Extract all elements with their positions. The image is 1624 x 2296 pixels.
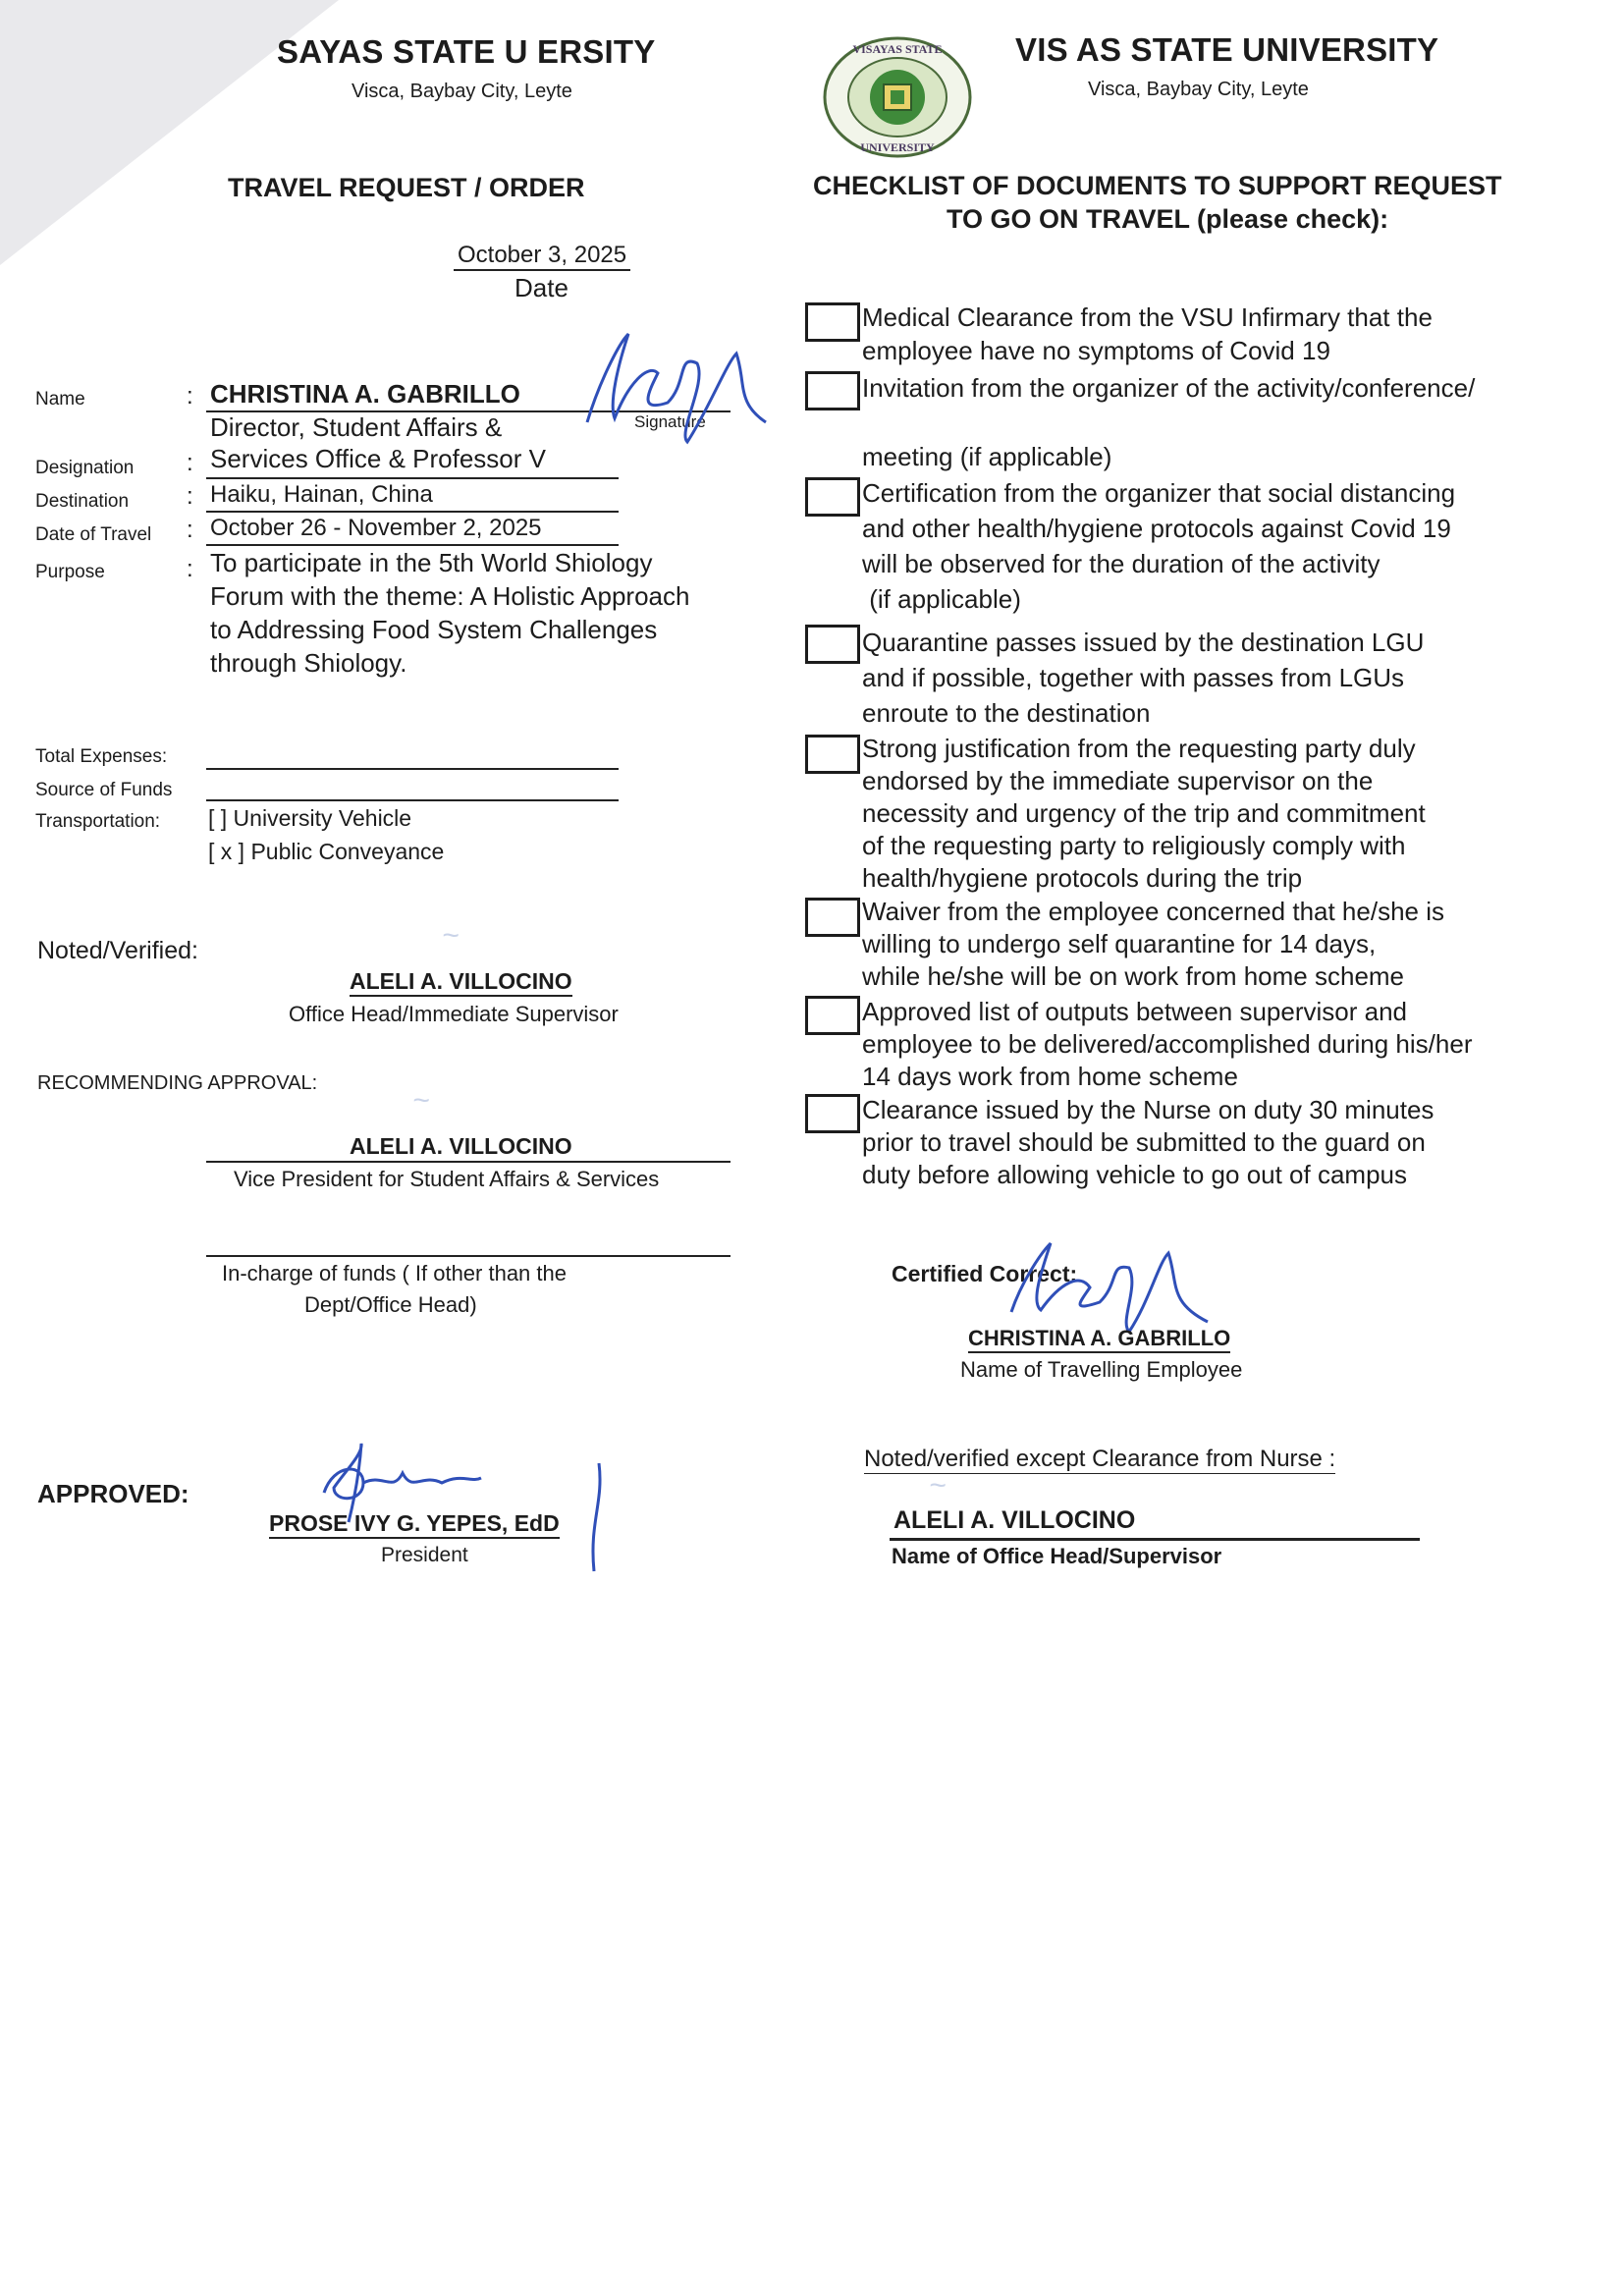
date-of-travel-label: Date of Travel [35,524,152,545]
checklist-checkbox-7[interactable] [805,996,860,1035]
recommending-approval-label: RECOMMENDING APPROVAL: [37,1072,318,1094]
president-title: President [381,1544,468,1566]
date-label: Date [514,273,568,302]
noted-except-label: Noted/verified except Clearance from Nurse : [864,1446,1336,1472]
designation-underline [206,477,619,479]
noted-verified-label: Noted/Verified: [37,937,198,964]
vp-title: Vice President for Student Affairs & Services [234,1167,660,1191]
checklist-checkbox-4[interactable] [805,625,860,664]
office-head-name: ALELI A. VILLOCINO [893,1506,1136,1534]
checklist-item-2: Invitation from the organizer of the activity/conference/ meeting (if applicable) [862,373,1476,471]
vp-name: ALELI A. VILLOCINO [350,1133,572,1159]
source-of-funds-label: Source of Funds [35,780,173,800]
checklist-item-6: Waiver from the employee concerned that he/she is willing to undergo self quarantine for 14 days, while he/she will be on work from home scheme [862,897,1444,991]
checklist-checkbox-1[interactable] [805,302,860,342]
destination-label: Destination [35,491,130,512]
name-label: Name [35,389,85,410]
funds-signature-line [206,1255,731,1257]
name-value: CHRISTINA A. GABRILLO [210,379,520,409]
checklist-title-line-2: TO GO ON TRAVEL (please check): [947,204,1389,234]
checklist-checkbox-5[interactable] [805,735,860,774]
checklist-title-line-1: CHECKLIST OF DOCUMENTS TO SUPPORT REQUEST [813,171,1502,200]
employee-name: CHRISTINA A. GABRILLO [968,1326,1230,1353]
colon: : [187,383,193,410]
seal-text-bottom: UNIVERSITY [860,140,935,154]
checklist-item-5: Strong justification from the requesting party duly endorsed by the immediate supervisor on the necessity and urgency of the trip and commitment of the requesting party to religiously comply with health/hygiene protocols during the trip [862,734,1426,893]
university-seal-icon [819,33,976,161]
checklist-item-8: Clearance issued by the Nurse on duty 30 minutes prior to travel should be submitted to the guard on duty before allowing vehicle to go out of campus [862,1095,1435,1189]
president-name: PROSE IVY G. YEPES, EdD [269,1510,560,1539]
designation-label: Designation [35,458,135,478]
office-head-title: Name of Office Head/Supervisor [892,1544,1222,1568]
checklist-checkbox-3[interactable] [805,477,860,517]
right-university-name: VIS AS STATE UNIVERSITY [1015,31,1439,68]
office-head-underline [890,1538,1420,1541]
purpose-text: To participate in the 5th World Shiology Forum with the theme: A Holistic Approach to Addressing Food System Challenges through Shiology. [210,548,690,678]
total-expenses-line [206,768,619,770]
destination-value: Haiku, Hainan, China [210,481,433,508]
checklist-checkbox-6[interactable] [805,898,860,937]
form-title: TRAVEL REQUEST / ORDER [228,173,585,202]
transport-university-vehicle: [ ] University Vehicle [208,805,412,831]
destination-underline [206,511,619,513]
checklist-checkbox-8[interactable] [805,1094,860,1133]
date-of-travel-value: October 26 - November 2, 2025 [210,515,542,541]
transport-public-conveyance: [ x ] Public Conveyance [208,839,445,864]
checklist-item-1: Medical Clearance from the VSU Infirmary that the employee have no symptoms of Covid 19 [862,302,1433,365]
seal-text-top: VISAYAS STATE [852,42,943,56]
colon: : [187,556,193,582]
left-university-address: Visca, Baybay City, Leyte [352,81,572,102]
colon: : [187,450,193,476]
faint-initials-icon: ~ [442,919,460,952]
designation-line-2: Services Office & Professor V [210,444,546,473]
colon: : [187,483,193,510]
supervisor-name: ALELI A. VILLOCINO [350,968,572,997]
designation-line-1: Director, Student Affairs & [210,412,503,442]
checklist-item-4: Quarantine passes issued by the destination LGU and if possible, together with passes from LGUs enroute to the destination [862,628,1425,728]
employee-title: Name of Travelling Employee [960,1357,1243,1382]
funds-label-line-2: Dept/Office Head) [304,1292,477,1317]
faint-initials-icon-3: ~ [929,1469,947,1502]
requester-signature-icon [579,324,776,452]
signature-label: Signature [634,412,706,431]
total-expenses-label: Total Expenses: [35,746,168,767]
source-of-funds-line [206,799,619,801]
vp-underline [206,1161,731,1163]
request-date: October 3, 2025 [454,242,630,271]
faint-initials-icon-2: ~ [412,1084,430,1117]
checklist-checkbox-2[interactable] [805,371,860,410]
checklist-item-7: Approved list of outputs between supervisor and employee to be delivered/accomplished during his/her 14 days work from home scheme [862,997,1473,1091]
approved-label: APPROVED: [37,1479,189,1508]
right-university-address: Visca, Baybay City, Leyte [1088,79,1309,100]
purpose-label: Purpose [35,562,105,582]
certified-correct-label: Certified Correct: [892,1261,1078,1286]
supervisor-title: Office Head/Immediate Supervisor [289,1002,619,1026]
transportation-label: Transportation: [35,811,161,832]
colon: : [187,517,193,543]
left-university-name: SAYAS STATE U ERSITY [277,33,656,70]
checklist-item-3: Certification from the organizer that social distancing and other health/hygiene protocols against Covid 19 will be observed for the duration of the activity (if applicable) [862,478,1456,614]
funds-label-line-1: In-charge of funds ( If other than the [222,1261,567,1285]
